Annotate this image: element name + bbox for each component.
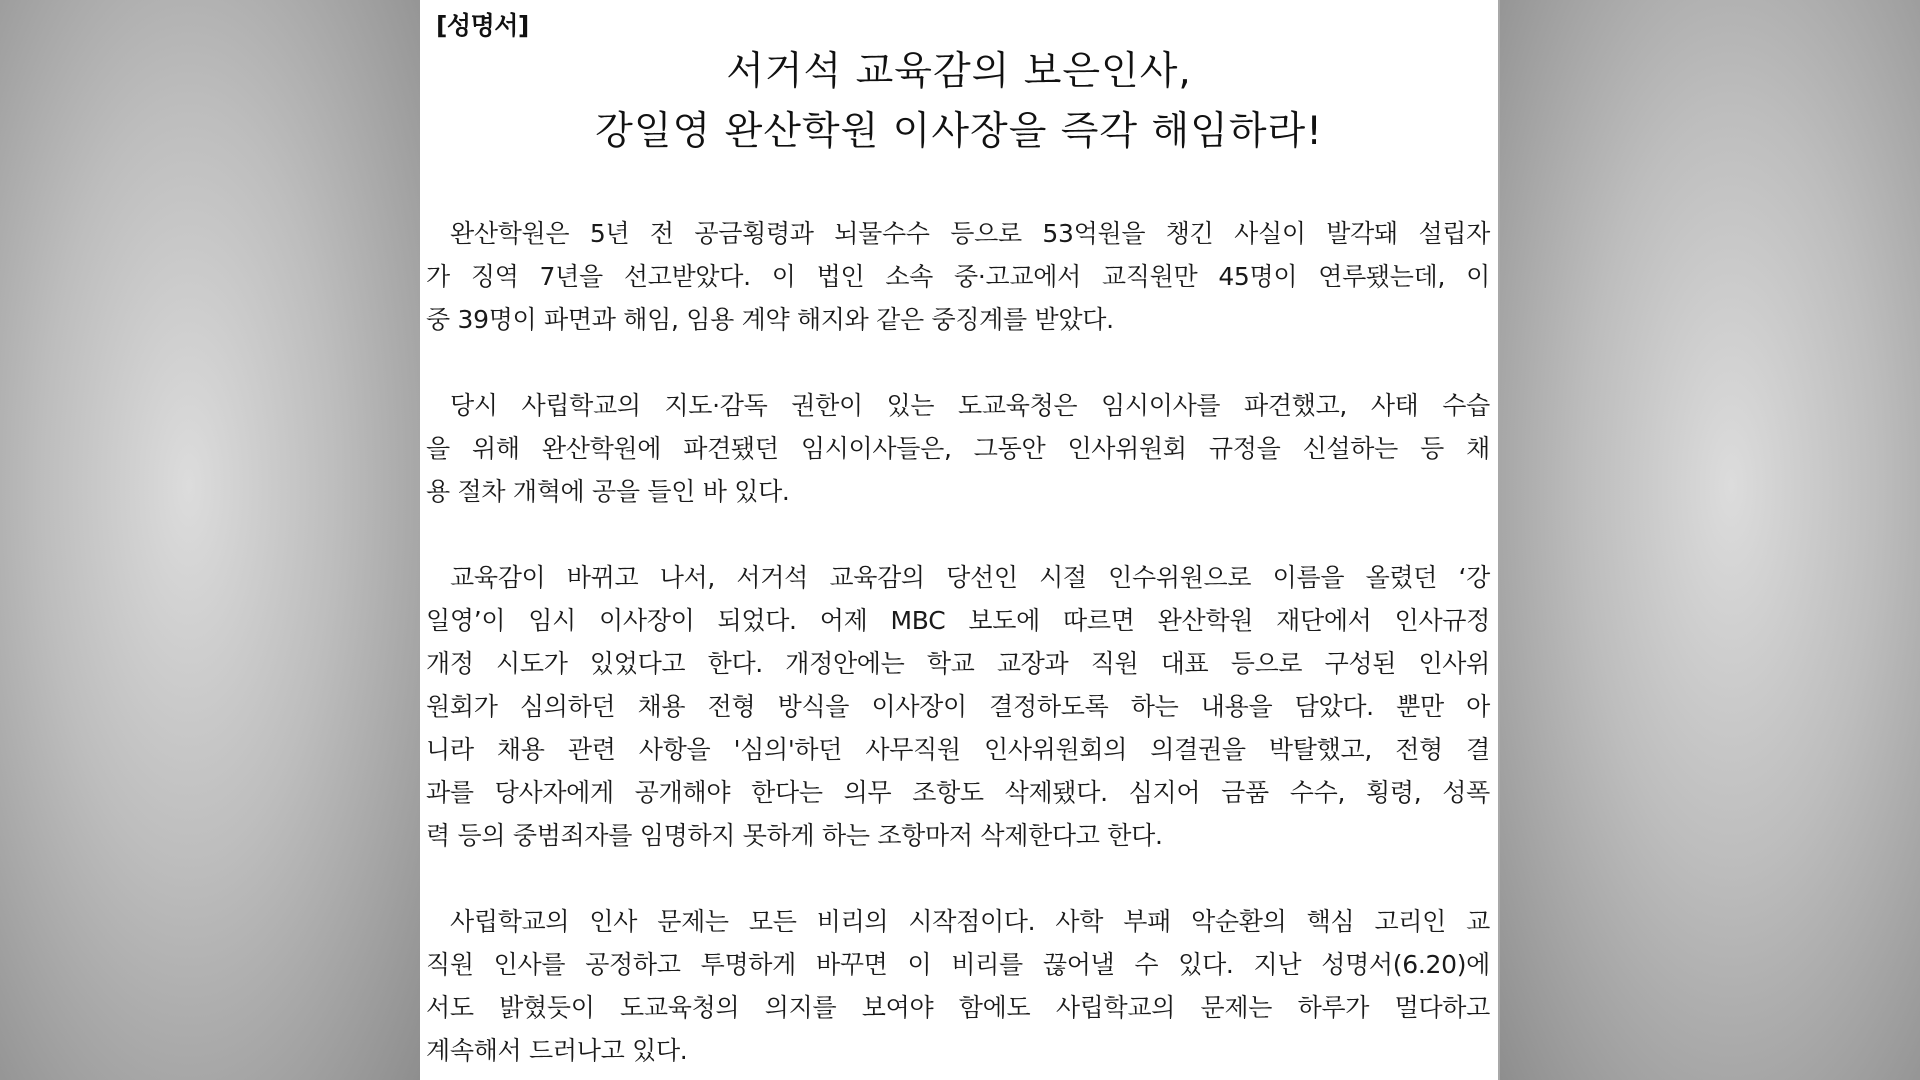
paragraph-line: 당시 사립학교의 지도·감독 권한이 있는 도교육청은 임시이사를 파견했고, 사태 수습 [450,391,1490,420]
paragraph-line: 계속해서 드러나고 있다. [426,1036,688,1065]
paragraph-line: 중 39명이 파면과 해임, 임용 계약 해지와 같은 중징계를 받았다. [426,305,1114,334]
paragraph-line: 과를 당사자에게 공개해야 한다는 의무 조항도 삭제됐다. 심지어 금품 수수, 횡령, 성폭 [426,778,1490,807]
paragraph-2 [426,384,1490,513]
document-tag: [성명서] [436,11,529,40]
paragraph-line: 가 징역 7년을 선고받았다. 이 법인 소속 중·고교에서 교직원만 45명이 연루됐는데, 이 [426,262,1490,291]
title-line-2: 강일영 완산학원 이사장을 즉각 해임하라! [595,109,1323,154]
document-title [420,42,1498,162]
document-page [420,0,1498,1080]
paragraph-1 [426,212,1490,341]
paragraph-line: 교육감이 바뀌고 나서, 서거석 교육감의 당선인 시절 인수위원으로 이름을 올렸던 ‘강 [450,563,1490,592]
paragraph-line: 니라 채용 관련 사항을 '심의'하던 사무직원 인사위원회의 의결권을 박탈했고, 전형 결 [426,735,1490,764]
paragraph-4 [426,900,1490,1072]
right-gray-margin [1500,0,1920,1080]
paragraph-line: 완산학원은 5년 전 공금횡령과 뇌물수수 등으로 53억원을 챙긴 사실이 발각돼 설립자 [450,219,1490,248]
paragraph-line: 을 위해 완산학원에 파견됐던 임시이사들은, 그동안 인사위원회 규정을 신설하는 등 채 [426,434,1490,463]
paragraph-line: 용 절차 개혁에 공을 들인 바 있다. [426,477,790,506]
paragraph-3 [426,556,1490,857]
paragraph-line: 원회가 심의하던 채용 전형 방식을 이사장이 결정하도록 하는 내용을 담았다. 뿐만 아 [426,692,1490,721]
left-gray-margin [0,0,420,1080]
paragraph-line: 력 등의 중범죄자를 임명하지 못하게 하는 조항마저 삭제한다고 한다. [426,821,1163,850]
paragraph-line: 개정 시도가 있었다고 한다. 개정안에는 학교 교장과 직원 대표 등으로 구성된 인사위 [426,649,1490,678]
title-line-1: 서거석 교육감의 보은인사, [726,49,1192,94]
paragraph-line: 일영’이 임시 이사장이 되었다. 어제 MBC 보도에 따르면 완산학원 재단에서 인사규정 [426,606,1490,635]
document-body [426,212,1490,1080]
paragraph-line: 직원 인사를 공정하고 투명하게 바꾸면 이 비리를 끊어낼 수 있다. 지난 성명서(6.20)에 [426,950,1490,979]
paragraph-line: 사립학교의 인사 문제는 모든 비리의 시작점이다. 사학 부패 악순환의 핵심 고리인 교 [450,907,1490,936]
paragraph-line: 서도 밝혔듯이 도교육청의 의지를 보여야 함에도 사립학교의 문제는 하루가 멀다하고 [426,993,1490,1022]
